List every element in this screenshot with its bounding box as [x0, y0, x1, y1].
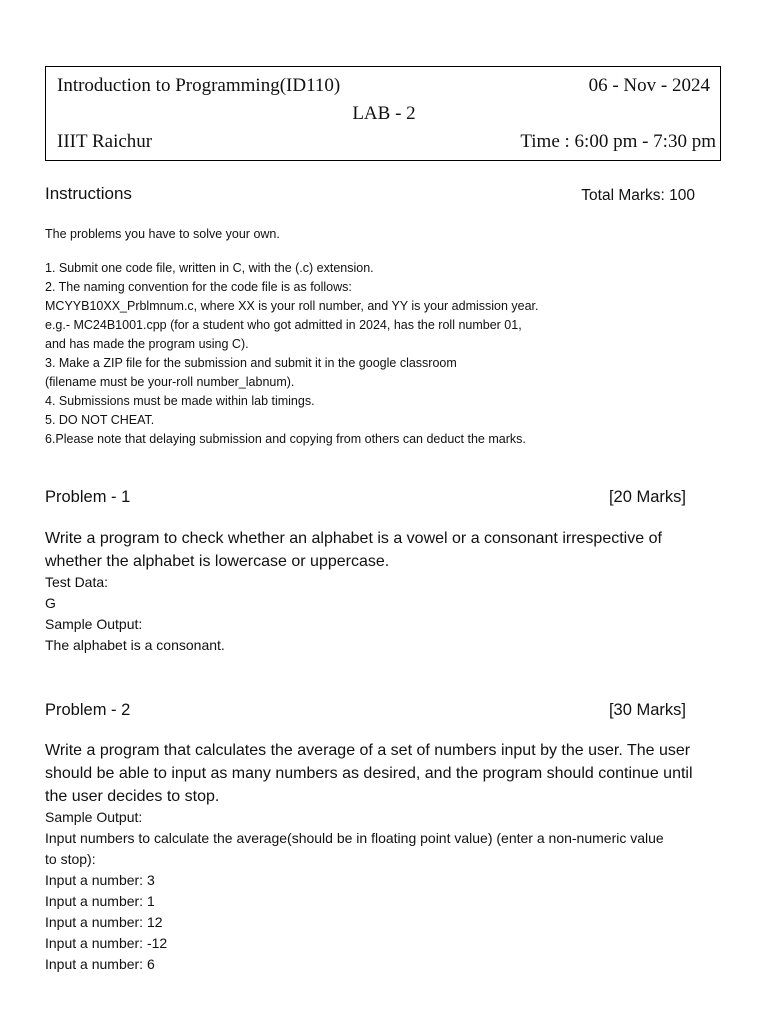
detail-line: Input numbers to calculate the average(should be in floating point value) (enter a non-numeric value [45, 830, 664, 846]
problem-1-details [45, 572, 225, 656]
instruction-line: 4. Submissions must be made within lab timings. [45, 394, 315, 408]
instruction-line: e.g.- MC24B1001.cpp (for a student who got admitted in 2024, has the roll number 01, [45, 318, 522, 332]
exam-time: Time : 6:00 pm - 7:30 pm [520, 131, 716, 152]
instruction-line: (filename must be your-roll number_labnum). [45, 375, 295, 389]
instruction-line: 2. The naming convention for the code file is as follows: [45, 280, 352, 294]
instructions-heading: Instructions [45, 184, 132, 203]
instruction-line: 5. DO NOT CHEAT. [45, 413, 155, 427]
problem-2-details [45, 807, 664, 975]
instructions-list [45, 259, 539, 449]
detail-line: Test Data: [45, 574, 109, 590]
instruction-line: 6.Please note that delaying submission and copying from others can deduct the marks. [45, 432, 526, 446]
statement-line: should be able to input as many numbers as desired, and the program should continue until [45, 765, 693, 782]
instructions-intro: The problems you have to solve your own. [45, 227, 280, 241]
statement-line: whether the alphabet is lowercase or uppercase. [45, 553, 390, 570]
detail-line: Sample Output: [45, 616, 143, 632]
detail-line: The alphabet is a consonant. [45, 637, 225, 653]
instruction-line: 1. Submit one code file, written in C, with the (.c) extension. [45, 261, 374, 275]
institute-name: IIIT Raichur [57, 131, 153, 152]
detail-line: to stop): [45, 851, 96, 867]
instruction-line: MCYYB10XX_Prblmnum.c, where XX is your roll number, and YY is your admission year. [45, 299, 539, 313]
problem-1-marks: [20 Marks] [608, 488, 686, 506]
lab-title: LAB - 2 [352, 103, 416, 124]
problem-2-statement [45, 739, 693, 808]
detail-line: Input a number: 12 [45, 914, 163, 930]
problem-2-marks: [30 Marks] [608, 701, 686, 719]
detail-line: Sample Output: [45, 809, 143, 825]
problem-2-title: Problem - 2 [45, 701, 131, 719]
detail-line: Input a number: 3 [45, 872, 155, 888]
statement-line: Write a program that calculates the average of a set of numbers input by the user. The user [45, 742, 691, 759]
detail-line: Input a number: 1 [45, 893, 155, 909]
course-title: Introduction to Programming(ID110) [57, 75, 341, 96]
problem-1-title: Problem - 1 [45, 488, 131, 506]
detail-line: Input a number: 6 [45, 956, 155, 972]
problem-1-statement [45, 527, 662, 573]
instruction-line: and has made the program using C). [45, 337, 249, 351]
detail-line: Input a number: -12 [45, 935, 168, 951]
statement-line: Write a program to check whether an alphabet is a vowel or a consonant irrespective of [45, 530, 662, 547]
detail-line: G [45, 595, 56, 611]
statement-line: the user decides to stop. [45, 788, 220, 805]
total-marks: Total Marks: 100 [581, 187, 695, 204]
exam-date: 06 - Nov - 2024 [588, 75, 710, 96]
instruction-line: 3. Make a ZIP file for the submission and submit it in the google classroom [45, 356, 457, 370]
